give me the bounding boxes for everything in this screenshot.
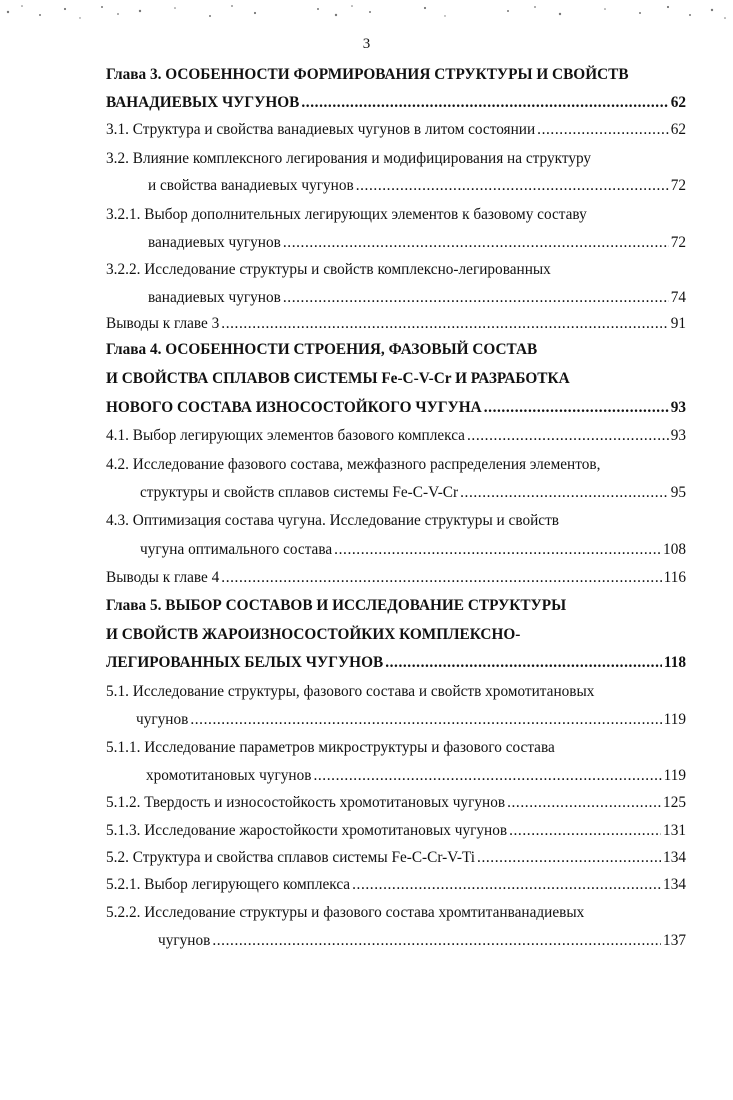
toc-entry-title: ванадиевых чугунов bbox=[148, 234, 281, 251]
toc-entry-line: 3.2.1. Выбор дополнительных легирующих элементов к базовому составу bbox=[106, 206, 587, 223]
toc-page-number: 131 bbox=[663, 822, 686, 839]
toc-entry-title: 5.2. Структура и свойства сплавов системы Fe-C-Cr-V-Ti bbox=[106, 849, 476, 866]
dot-leader bbox=[509, 821, 661, 841]
toc-page-number: 72 bbox=[670, 177, 686, 194]
toc-entry-title: чугунов bbox=[136, 711, 189, 728]
toc-page-number: 62 bbox=[670, 94, 686, 111]
dot-leader bbox=[283, 288, 669, 308]
toc-entry-title: 5.2.1. Выбор легирующего комплекса bbox=[106, 876, 351, 893]
toc-entry-line: И СВОЙСТВА СПЛАВОВ СИСТЕМЫ Fe-C-V-Cr И РАЗРАБОТКА bbox=[106, 370, 570, 387]
toc-entry-line: 3.2. Влияние комплексного легирования и модифицирования на структуру bbox=[106, 150, 592, 167]
toc-entry-title: ванадиевых чугунов bbox=[148, 289, 281, 306]
toc-page-number: 125 bbox=[663, 794, 686, 811]
toc-entry[interactable] bbox=[106, 653, 686, 673]
dot-leader bbox=[352, 875, 661, 895]
toc-entry[interactable] bbox=[136, 710, 686, 730]
toc-entry-line: 4.3. Оптимизация состава чугуна. Исследование структуры и свойств bbox=[106, 512, 559, 529]
dot-leader bbox=[467, 426, 669, 446]
toc-entry-line: 5.2.2. Исследование структуры и фазового состава хромтитанванадиевых bbox=[106, 904, 585, 921]
toc-page-number: 137 bbox=[663, 932, 686, 949]
toc-entry[interactable] bbox=[158, 931, 686, 951]
dot-leader bbox=[212, 931, 661, 951]
toc-entry-title: хромотитановых чугунов bbox=[146, 767, 312, 784]
dot-leader bbox=[221, 568, 661, 588]
toc-entry-title: 5.1.3. Исследование жаростойкости хромотитановых чугунов bbox=[106, 822, 508, 839]
toc-entry[interactable] bbox=[148, 288, 686, 308]
toc-entry-title: и свойства ванадиевых чугунов bbox=[148, 177, 354, 194]
toc-entry-title: Выводы к главе 4 bbox=[106, 569, 220, 586]
dot-leader bbox=[477, 848, 661, 868]
toc-entry[interactable] bbox=[106, 848, 686, 868]
toc-entry-title: 3.1. Структура и свойства ванадиевых чугунов в литом состоянии bbox=[106, 121, 536, 138]
toc-page-number: 119 bbox=[663, 711, 686, 728]
toc-page-number: 116 bbox=[663, 569, 686, 586]
toc-entry[interactable] bbox=[140, 540, 686, 560]
toc-page-number: 93 bbox=[670, 399, 686, 416]
dot-leader bbox=[385, 653, 662, 673]
toc-entry-title: ЛЕГИРОВАННЫХ БЕЛЫХ ЧУГУНОВ bbox=[106, 654, 384, 671]
toc-page-number: 91 bbox=[670, 315, 686, 332]
toc-entry[interactable] bbox=[146, 766, 686, 786]
toc-entry[interactable] bbox=[148, 233, 686, 253]
toc-page-number: 134 bbox=[663, 849, 686, 866]
dot-leader bbox=[190, 710, 661, 730]
toc-entry-title: 5.1.2. Твердость и износостойкость хромотитановых чугунов bbox=[106, 794, 506, 811]
toc-page-number: 62 bbox=[670, 121, 686, 138]
dot-leader bbox=[313, 766, 661, 786]
toc-entry-title: чугуна оптимального состава bbox=[140, 541, 333, 558]
toc-page-number: 72 bbox=[670, 234, 686, 251]
dot-leader bbox=[301, 93, 668, 113]
dot-leader bbox=[283, 233, 669, 253]
toc-entry[interactable] bbox=[106, 875, 686, 895]
toc-entry[interactable] bbox=[148, 176, 686, 196]
toc-page-number: 95 bbox=[670, 484, 686, 501]
dot-leader bbox=[507, 793, 661, 813]
toc-entry-line: 5.1.1. Исследование параметров микроструктуры и фазового состава bbox=[106, 739, 555, 756]
toc-entry[interactable] bbox=[106, 398, 686, 418]
toc-entry-line: 5.1. Исследование структуры, фазового состава и свойств хромотитановых bbox=[106, 683, 595, 700]
toc-page-number: 118 bbox=[663, 654, 686, 671]
dot-leader bbox=[221, 314, 668, 334]
toc-page-number: 134 bbox=[663, 876, 686, 893]
toc-entry-title: 4.1. Выбор легирующих элементов базового комплекса bbox=[106, 427, 465, 444]
toc-entry[interactable] bbox=[106, 93, 686, 113]
toc-entry-title: структуры и свойств сплавов системы Fe-C-V-Cr bbox=[140, 484, 459, 501]
toc-entry[interactable] bbox=[106, 426, 686, 446]
toc-entry-line: Глава 5. ВЫБОР СОСТАВОВ И ИССЛЕДОВАНИЕ СТРУКТУРЫ bbox=[106, 597, 567, 614]
toc-entry[interactable] bbox=[106, 793, 686, 813]
toc-entry-line: Глава 4. ОСОБЕННОСТИ СТРОЕНИЯ, ФАЗОВЫЙ СОСТАВ bbox=[106, 341, 538, 358]
dot-leader bbox=[484, 398, 669, 418]
toc-entry[interactable] bbox=[106, 821, 686, 841]
page-number: 3 bbox=[362, 36, 371, 52]
dot-leader bbox=[356, 176, 669, 196]
toc-entry-title: НОВОГО СОСТАВА ИЗНОСОСТОЙКОГО ЧУГУНА bbox=[106, 399, 482, 416]
toc-entry-title: Выводы к главе 3 bbox=[106, 315, 220, 332]
dot-leader bbox=[460, 483, 669, 503]
toc-entry-line: И СВОЙСТВ ЖАРОИЗНОСОСТОЙКИХ КОМПЛЕКСНО- bbox=[106, 626, 521, 643]
toc-entry[interactable] bbox=[106, 568, 686, 588]
toc-page-number: 108 bbox=[663, 541, 686, 558]
toc-entry-line: 3.2.2. Исследование структуры и свойств комплексно-легированных bbox=[106, 261, 551, 278]
toc-page-number: 74 bbox=[670, 289, 686, 306]
toc-entry-line: Глава 3. ОСОБЕННОСТИ ФОРМИРОВАНИЯ СТРУКТУРЫ И СВОЙСТВ bbox=[106, 66, 629, 83]
dot-leader bbox=[334, 540, 661, 560]
toc-entry-title: чугунов bbox=[158, 932, 211, 949]
toc-page-number: 119 bbox=[663, 767, 686, 784]
toc-entry-title: ВАНАДИЕВЫХ ЧУГУНОВ bbox=[106, 94, 300, 111]
toc-entry[interactable] bbox=[106, 314, 686, 334]
toc-entry[interactable] bbox=[140, 483, 686, 503]
toc-page-number: 93 bbox=[670, 427, 686, 444]
dot-leader bbox=[537, 120, 669, 140]
toc-entry[interactable] bbox=[106, 120, 686, 140]
toc-entry-line: 4.2. Исследование фазового состава, межфазного распределения элементов, bbox=[106, 456, 601, 473]
